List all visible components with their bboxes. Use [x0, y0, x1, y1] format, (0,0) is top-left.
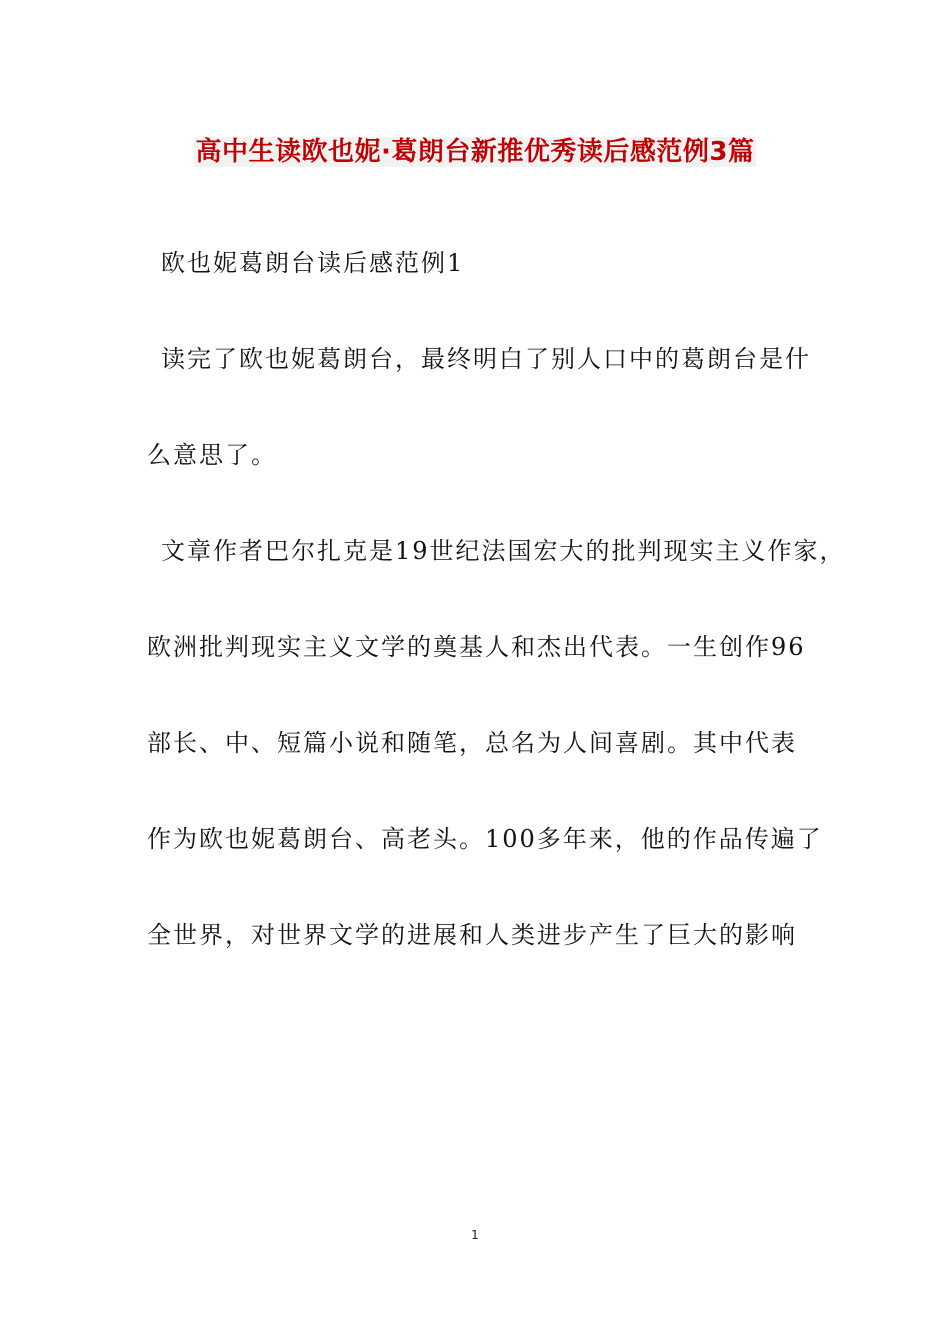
- paragraph-line: 文章作者巴尔扎克是19世纪法国宏大的批判现实主义作家，: [161, 537, 846, 565]
- paragraph-line: 欧洲批判现实主义文学的奠基人和杰出代表。一生创作96: [147, 633, 806, 661]
- paragraph-line: 部长、中、短篇小说和随笔，总名为人间喜剧。其中代表: [147, 729, 797, 757]
- page-number: 1: [471, 1228, 479, 1242]
- section-heading: 欧也妮葛朗台读后感范例1: [161, 249, 465, 277]
- document-title: [0, 132, 950, 172]
- paragraph-line: 全世界，对世界文学的进展和人类进步产生了巨大的影响: [147, 921, 797, 949]
- paragraph-line: 读完了欧也妮葛朗台，最终明白了别人口中的葛朗台是什: [161, 345, 811, 373]
- paragraph-line: 作为欧也妮葛朗台、高老头。100多年来，他的作品传遍了: [147, 825, 823, 853]
- document-body: [147, 215, 846, 983]
- paragraph-line: 么意思了。: [147, 441, 277, 469]
- title-text: 高中生读欧也妮·葛朗台新推优秀读后感范例3篇: [195, 137, 755, 167]
